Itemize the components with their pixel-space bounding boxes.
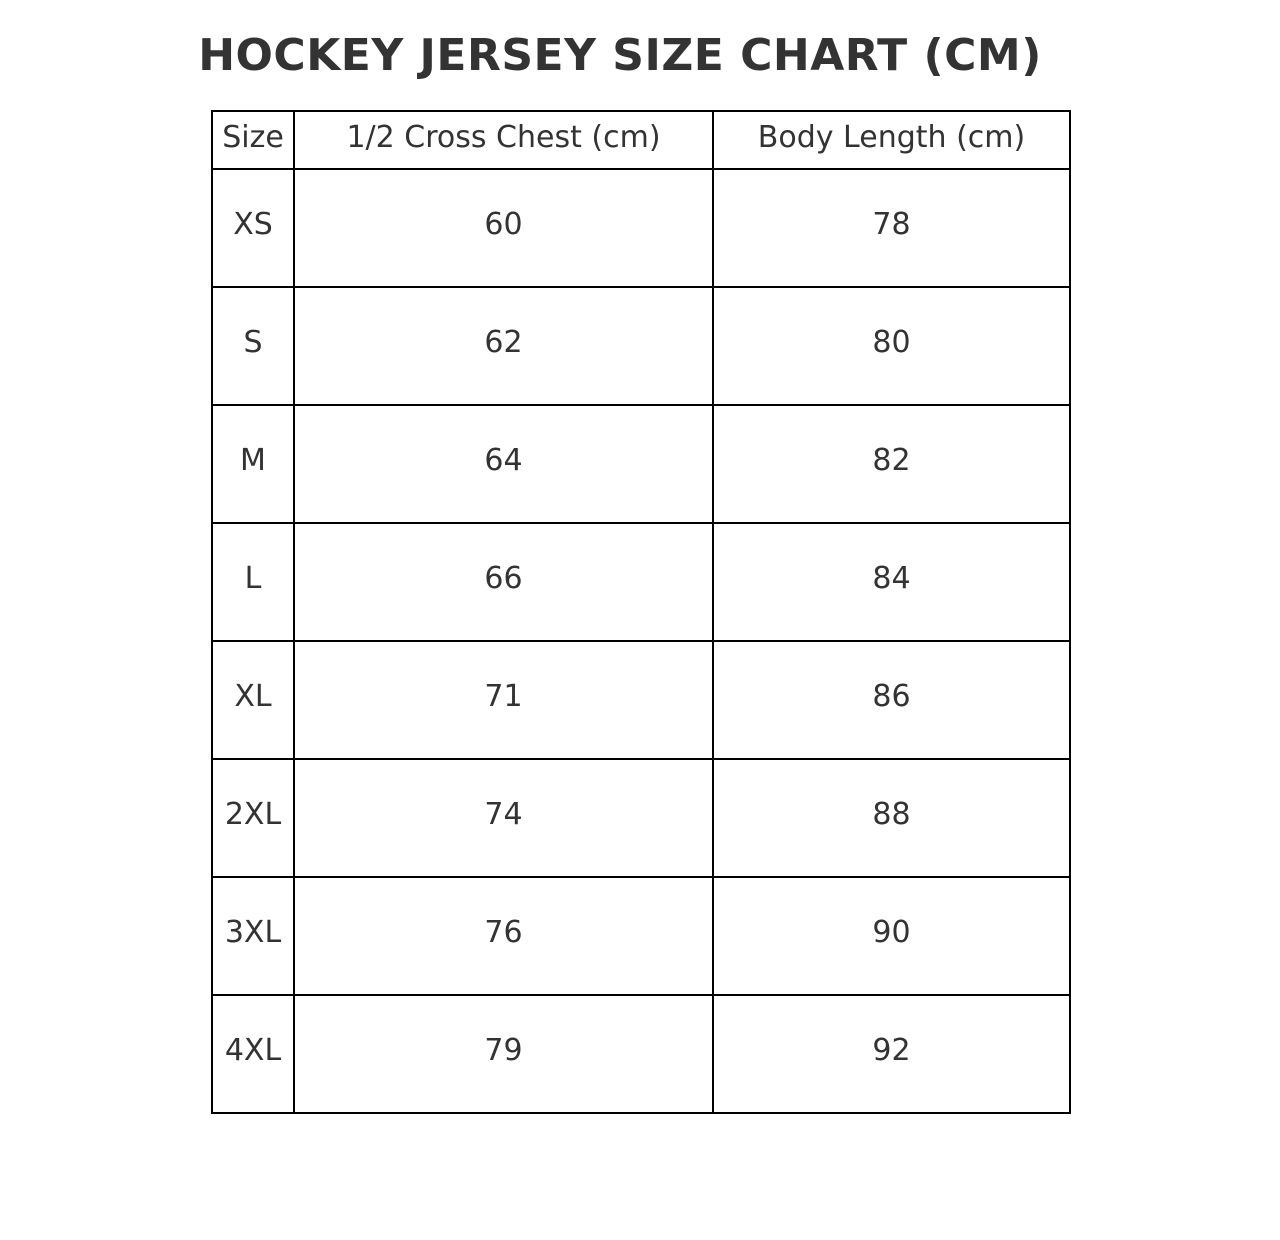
size-chart-table xyxy=(211,110,1071,1114)
table-row xyxy=(212,641,1070,759)
cell-cross-chest: 71 xyxy=(294,641,713,759)
cell-body-length: 80 xyxy=(713,287,1070,405)
cell-cross-chest: 76 xyxy=(294,877,713,995)
cell-size: XS xyxy=(212,169,294,287)
cell-size: S xyxy=(212,287,294,405)
cell-body-length: 78 xyxy=(713,169,1070,287)
cell-size: 3XL xyxy=(212,877,294,995)
header-size: Size xyxy=(212,111,294,169)
table-row xyxy=(212,405,1070,523)
cell-size: XL xyxy=(212,641,294,759)
cell-size: M xyxy=(212,405,294,523)
cell-cross-chest: 74 xyxy=(294,759,713,877)
cell-size: L xyxy=(212,523,294,641)
cell-size: 4XL xyxy=(212,995,294,1113)
cell-body-length: 92 xyxy=(713,995,1070,1113)
cell-body-length: 86 xyxy=(713,641,1070,759)
table-row xyxy=(212,995,1070,1113)
cell-cross-chest: 60 xyxy=(294,169,713,287)
header-body-length: Body Length (cm) xyxy=(713,111,1070,169)
cell-body-length: 84 xyxy=(713,523,1070,641)
table-row xyxy=(212,523,1070,641)
cell-cross-chest: 66 xyxy=(294,523,713,641)
cell-cross-chest: 62 xyxy=(294,287,713,405)
page-title: HOCKEY JERSEY SIZE CHART (CM) xyxy=(198,30,1042,81)
cell-cross-chest: 79 xyxy=(294,995,713,1113)
cell-body-length: 82 xyxy=(713,405,1070,523)
table-row xyxy=(212,287,1070,405)
cell-body-length: 90 xyxy=(713,877,1070,995)
cell-body-length: 88 xyxy=(713,759,1070,877)
table-header-row xyxy=(212,111,1070,169)
table-row xyxy=(212,877,1070,995)
cell-size: 2XL xyxy=(212,759,294,877)
header-cross-chest: 1/2 Cross Chest (cm) xyxy=(294,111,713,169)
table-row xyxy=(212,759,1070,877)
table-row xyxy=(212,169,1070,287)
cell-cross-chest: 64 xyxy=(294,405,713,523)
